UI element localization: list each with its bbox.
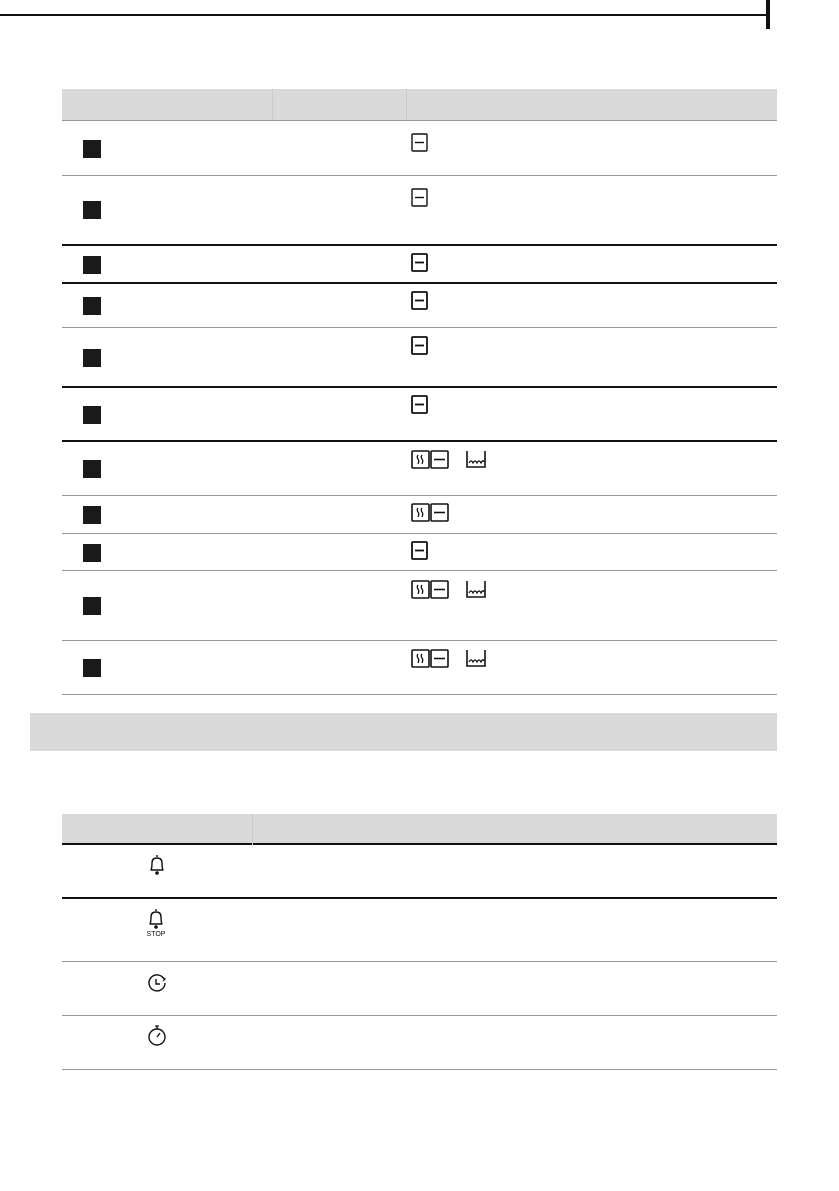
- program-row: [62, 641, 777, 695]
- heat-icon: [411, 336, 428, 355]
- program-icons: [411, 133, 428, 152]
- steam-heat-icon: [411, 649, 450, 668]
- section-heading-band: [30, 713, 777, 751]
- program-icons: [411, 336, 428, 355]
- program-table: [62, 89, 777, 695]
- water-tank-icon: [465, 649, 487, 668]
- program-row: [62, 176, 777, 246]
- heat-icon: [411, 541, 428, 560]
- heat-icon: [411, 133, 428, 152]
- water-tank-icon: [465, 450, 487, 469]
- heat-icon: [411, 253, 428, 272]
- program-marker: [83, 406, 101, 424]
- heat-icon: [411, 188, 428, 207]
- program-icons: [411, 649, 487, 668]
- clock-functions-table: [62, 814, 777, 1070]
- program-icons: [411, 291, 428, 310]
- clock-row: [62, 899, 777, 962]
- clock-table-header: [62, 814, 777, 845]
- program-marker: [83, 256, 101, 274]
- page-top-rule: [0, 0, 770, 28]
- program-row: [62, 534, 777, 571]
- steam-heat-icon: [411, 450, 450, 469]
- program-marker: [83, 659, 101, 677]
- program-icons: [411, 188, 428, 207]
- program-marker: [83, 297, 101, 315]
- top-rule-cap: [766, 0, 770, 29]
- program-row: [62, 328, 777, 388]
- program-icons: [411, 541, 428, 560]
- program-row: [62, 571, 777, 641]
- header-column-divider: [252, 814, 253, 845]
- clock-row: [62, 1016, 777, 1070]
- program-row: [62, 388, 777, 442]
- steam-heat-icon: [411, 503, 450, 522]
- program-marker: [83, 201, 101, 219]
- program-marker: [83, 460, 101, 478]
- header-column-divider: [406, 89, 407, 120]
- program-icons: [411, 580, 487, 599]
- stopwatch-icon: [146, 1024, 168, 1054]
- program-row: [62, 496, 777, 534]
- program-marker: [83, 140, 101, 158]
- delay-clock-icon: [146, 970, 168, 1000]
- bell-icon: [146, 853, 168, 883]
- top-rule-line: [0, 14, 770, 16]
- program-icons: [411, 450, 487, 469]
- program-row: [62, 442, 777, 496]
- program-marker: [83, 544, 101, 562]
- program-row: [62, 121, 777, 176]
- program-table-header: [62, 89, 777, 121]
- bell-stop-icon: [143, 907, 169, 937]
- heat-icon: [411, 291, 428, 310]
- program-icons: [411, 503, 450, 522]
- heat-icon: [411, 395, 428, 414]
- water-tank-icon: [465, 580, 487, 599]
- bell-stop-label: STOP: [146, 931, 166, 937]
- clock-row: [62, 845, 777, 899]
- program-marker: [83, 597, 101, 615]
- header-column-divider: [272, 89, 273, 120]
- program-icons: [411, 395, 428, 414]
- clock-row: [62, 962, 777, 1016]
- program-marker: [83, 506, 101, 524]
- program-marker: [83, 349, 101, 367]
- program-row: [62, 246, 777, 284]
- program-icons: [411, 253, 428, 272]
- steam-heat-icon: [411, 580, 450, 599]
- program-row: [62, 284, 777, 328]
